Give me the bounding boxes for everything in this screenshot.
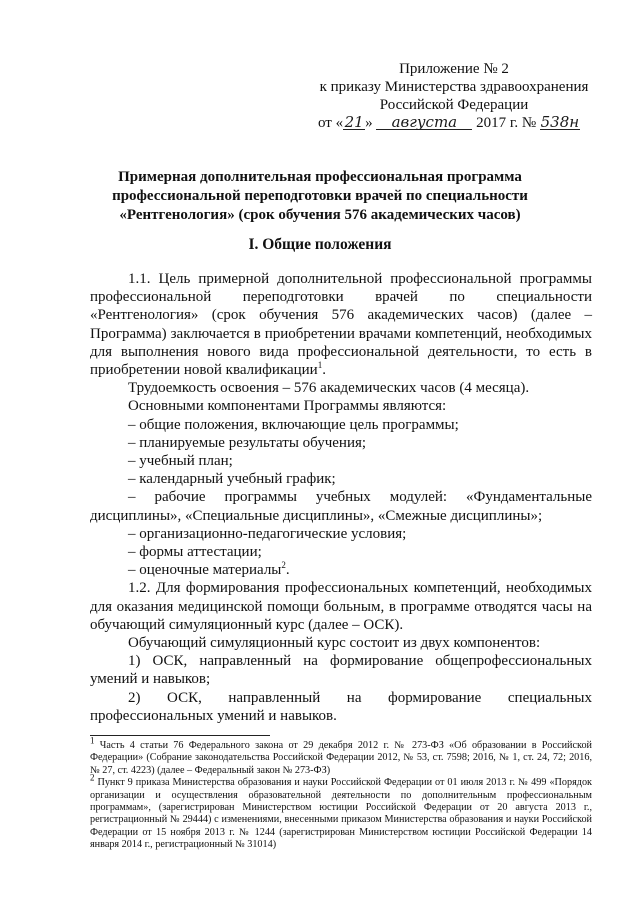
list-item: – учебный план;	[128, 453, 233, 470]
list-item: – общие положения, включающие цель программы;	[128, 416, 459, 433]
footnote-ref-1: 1	[317, 360, 323, 371]
document-title	[85, 168, 555, 225]
order-date-line	[318, 114, 618, 132]
paragraph-osk-1: 1) ОСК, направленный на формирование общепрофессиональных умений и навыков;	[90, 653, 592, 688]
list-item: – календарный учебный график;	[128, 471, 336, 488]
list-item: – планируемые результаты обучения;	[128, 434, 367, 451]
title-line-2: профессиональной переподготовки врачей по специальности	[112, 188, 528, 204]
paragraph-1-1-end: .	[322, 362, 326, 379]
order-day-handwritten: 21	[344, 113, 364, 131]
footnote-1-mark: 1	[90, 735, 95, 746]
annex-header	[304, 60, 604, 114]
list-item: – формы аттестации;	[128, 544, 262, 561]
order-year: 2017 г. №	[476, 115, 537, 131]
order-number-handwritten: 538н	[540, 113, 580, 131]
footnote-2	[90, 772, 592, 851]
paragraph-workload: Трудоемкость освоения – 576 академических часов (4 месяца).	[128, 380, 530, 397]
list-item-last-end: .	[285, 562, 290, 579]
list-item: – организационно-педагогические условия;	[128, 525, 407, 542]
list-item-last	[90, 561, 592, 579]
section-heading: I. Общие положения	[248, 236, 392, 253]
paragraph-1-2: 1.2. Для формирования профессиональных компетенций, необходимых для оказания медицинской помощи больным, в программе отводятся часы на обучающий симуляционный курс (далее – ОСК).	[90, 580, 592, 633]
footnote-ref-2: 2	[281, 560, 286, 571]
footnote-1	[90, 735, 592, 777]
order-month-handwritten: августа	[376, 115, 472, 130]
paragraph-1-1-text: 1.1. Цель примерной дополнительной профессиональной программы профессиональной переподготовки врачей по специальности «Рентгенология» (срок обучения 576 академических часов) (далее – Программа) заключается в приобретении врачами компетенций, необходимых для выполнения нового вида профессиональной деятельности, то есть в приобретении новой квалификации	[90, 271, 592, 379]
order-prefix: от «	[318, 115, 344, 131]
title-line-1: Примерная дополнительная профессиональная программа	[118, 169, 522, 185]
footnote-2-mark: 2	[90, 772, 95, 783]
footnote-1-text: Часть 4 статьи 76 Федерального закона от 29 декабря 2012 г. № 273-ФЗ «Об образовании в Российской Федерации» (Собрание законодательства Российской Федерации 2012, № 53, ст. 7598; 2016, № 1, ст. 24, 72; 2016, № 27, ст. 4223) (далее – Федеральный закон № 273-ФЗ)	[90, 740, 592, 776]
footnotes	[90, 735, 592, 852]
list-item: – рабочие программы учебных модулей: «Фундаментальные дисциплины», «Специальные дисциплины», «Смежные дисциплины»;	[90, 489, 592, 524]
annex-order-ref: к приказу Министерства здравоохранения	[319, 79, 589, 95]
paragraph-1-1	[90, 270, 592, 379]
order-quote: »	[365, 115, 373, 131]
document-body	[90, 270, 592, 725]
annex-number: Приложение № 2	[399, 61, 509, 77]
list-item-last-text: – оценочные материалы	[128, 562, 282, 579]
annex-country: Российской Федерации	[379, 97, 529, 113]
paragraph-osk-intro: Обучающий симуляционный курс состоит из двух компонентов:	[128, 635, 541, 652]
paragraph-components-intro: Основными компонентами Программы являются:	[128, 398, 447, 415]
footnote-divider	[90, 735, 270, 736]
title-line-3: «Рентгенология» (срок обучения 576 академических часов)	[119, 207, 521, 223]
footnote-2-text: Пункт 9 приказа Министерства образования и науки Российской Федерации от 01 июля 2013 г. № 499 «Порядок организации и осуществления образовательной деятельности по дополнительным профессиональным программам», (зарегистрирован Министерством юстиции Российской Федерации от 20 августа 2013 г., регистрационный № 29444) с изменениями, внесенными приказом Министерства образования и науки Российской Федерации от 15 ноября 2013 г. № 1244 (зарегистрирован Министерством юстиции Российской Федерации 14 января 2014 г., регистрационный № 31014)	[90, 777, 592, 851]
paragraph-osk-2: 2) ОСК, направленный на формирование специальных профессиональных умений и навыков.	[90, 689, 592, 724]
